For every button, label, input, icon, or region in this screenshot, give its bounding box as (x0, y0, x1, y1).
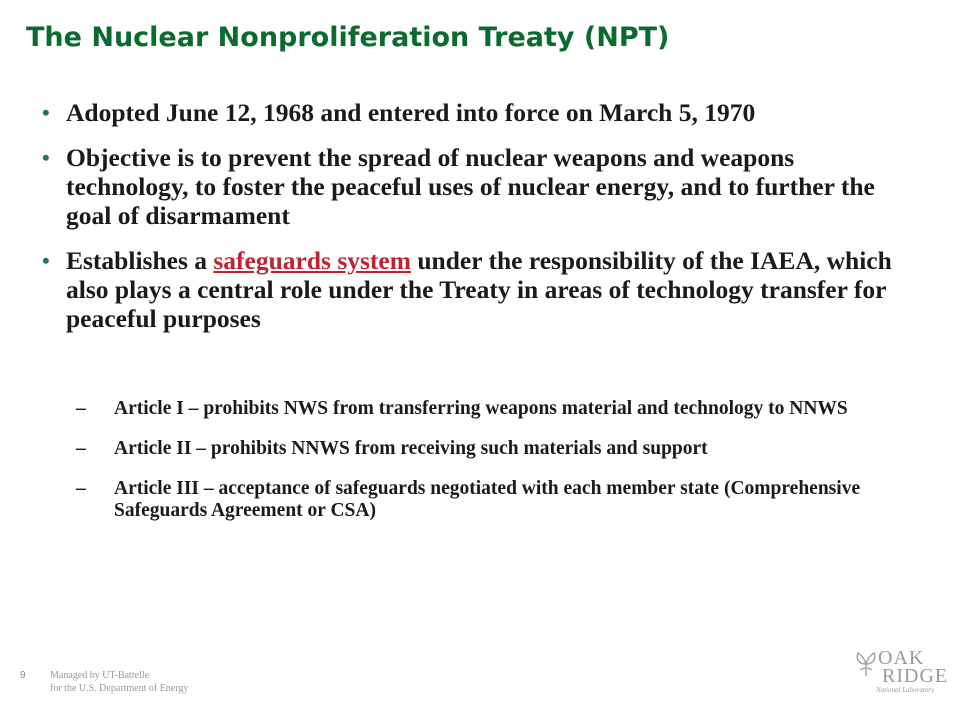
footer-line-2: for the U.S. Department of Energy (50, 683, 189, 694)
bullet-text: Objective is to prevent the spread of nuclear weapons and weapons technology, to foster the peaceful uses of nuclear energy, and to further the goal of disarmament (66, 143, 875, 230)
safeguards-system-link[interactable]: safeguards system (213, 246, 411, 275)
sub-bullet-item (76, 438, 896, 460)
bullet-list (42, 98, 922, 349)
sub-bullet-dash: – (76, 438, 86, 459)
footer-line-1: Managed by UT-Battelle (50, 670, 150, 681)
logo-word-oak: OAK (878, 647, 925, 669)
sub-bullet-item (76, 478, 896, 522)
sub-bullet-dash: – (76, 478, 86, 499)
sub-bullet-item (76, 398, 896, 420)
bullet-dot: • (42, 100, 50, 125)
sub-bullet-list (76, 398, 896, 540)
slide-title: The Nuclear Nonproliferation Treaty (NPT) (26, 22, 670, 53)
sub-bullet-dash: – (76, 398, 86, 419)
bullet-text-before: Establishes a (66, 246, 214, 275)
bullet-item (42, 246, 922, 333)
sub-bullet-text: Article III – acceptance of safeguards negotiated with each member state (Comprehensive Safeguards Agreement or CSA) (114, 478, 861, 521)
logo-subline: National Laboratory (876, 686, 935, 694)
bullet-dot: • (42, 145, 50, 170)
footer-text (50, 669, 188, 695)
page-number: 9 (20, 670, 26, 681)
logo-word-ridge: RIDGE (882, 665, 949, 687)
bullet-text: Adopted June 12, 1968 and entered into force on March 5, 1970 (66, 98, 756, 127)
oak-ridge-logo (854, 647, 949, 698)
bullet-item (42, 98, 922, 127)
bullet-text-after: under the responsibility of the IAEA, which also plays a central role under the Treaty in areas of technology transfer for peaceful purposes (66, 246, 892, 333)
leaf-icon (854, 650, 878, 678)
bullet-dot: • (42, 248, 50, 273)
sub-bullet-text: Article I – prohibits NWS from transferring weapons material and technology to NNWS (114, 398, 848, 419)
bullet-item (42, 143, 922, 230)
sub-bullet-text: Article II – prohibits NNWS from receiving such materials and support (114, 438, 708, 459)
